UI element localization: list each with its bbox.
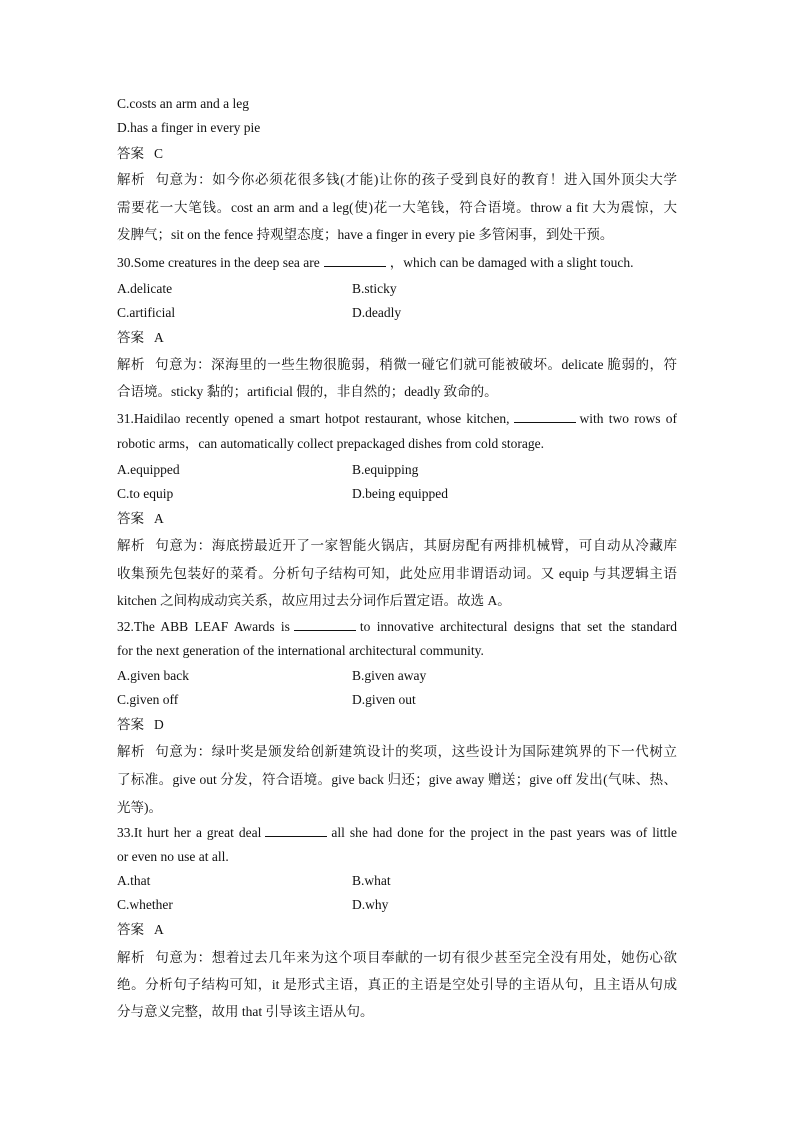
explanation-label: 解析: [117, 744, 146, 759]
explanation-label: 解析: [117, 172, 146, 187]
answer-label: 答案: [117, 146, 144, 161]
answer-line: [117, 716, 677, 734]
answer-line: [117, 510, 677, 528]
answer-line: [117, 329, 677, 347]
explanation-line: 分与意义完整，故用 that 引导该主语从句。: [117, 1004, 374, 1019]
explanation-line: 合语境。sticky 黏的；artificial 假的，非自然的；deadly 致命的。: [117, 384, 498, 399]
option-b: B.what: [352, 873, 391, 888]
stem-text: ，which can be damaged with a slight touch.: [389, 255, 634, 270]
question-31-stem: [117, 410, 677, 428]
explanation-line: 绝。分析句子结构可知，it 是形式主语，真正的主语是空处引导的主语从句，且主语从句成: [117, 977, 677, 992]
option-b: B.given away: [352, 668, 427, 683]
answer-value: A: [154, 922, 164, 937]
answer-label: 答案: [117, 717, 144, 732]
explanation-line: [117, 356, 677, 374]
option-d: D.deadly: [352, 305, 402, 320]
option-b: B.equipping: [352, 462, 419, 477]
explanation-label: 解析: [117, 357, 146, 372]
explanation-text: 句意为：绿叶奖是颁发给创新建筑设计的奖项，这些设计为国际建筑界的下一代树立: [155, 744, 678, 759]
stem-text: 30.Some creatures in the deep sea are: [117, 255, 320, 270]
answer-blank: [294, 618, 356, 631]
stem-text: with two rows of: [579, 411, 677, 426]
option-a: A.equipped: [117, 462, 180, 477]
question-30-stem: [117, 254, 677, 272]
option-c: C.artificial: [117, 305, 176, 320]
option-c: C.costs an arm and a leg: [117, 96, 249, 111]
answer-value: C: [154, 146, 164, 161]
answer-line: [117, 145, 677, 163]
explanation-label: 解析: [117, 950, 146, 965]
explanation-line: [117, 949, 677, 967]
question-33-stem: [117, 824, 677, 842]
explanation-line: [117, 171, 677, 189]
question-32-stem-cont: for the next generation of the international architectural community.: [117, 643, 484, 658]
option-d: D.given out: [352, 692, 416, 707]
stem-text: 32.The ABB LEAF Awards is: [117, 619, 290, 634]
explanation-text: 句意为：如今你必须花很多钱(才能)让你的孩子受到良好的教育！进入国外顶尖大学: [155, 172, 677, 187]
option-c: C.whether: [117, 897, 173, 912]
explanation-line: kitchen 之间构成动宾关系，故应用过去分词作后置定语。故选 A。: [117, 593, 511, 608]
stem-text: all she had done for the project in the past years was of little: [331, 825, 678, 840]
answer-line: [117, 921, 677, 939]
answer-value: A: [154, 330, 164, 345]
answer-label: 答案: [117, 330, 144, 345]
option-c: C.to equip: [117, 486, 174, 501]
explanation-text: 句意为：海底捞最近开了一家智能火锅店，其厨房配有两排机械臂，可自动从冷藏库: [155, 538, 678, 553]
explanation-text: 句意为：想着过去几年来为这个项目奉献的一切有很少甚至完全没有用处，她伤心欲: [155, 950, 678, 965]
explanation-line: 收集预先包装好的菜肴。分析句子结构可知，此处应用非谓语动词。又 equip 与其逻辑主语: [117, 566, 677, 581]
question-32-stem: [117, 618, 677, 636]
answer-value: D: [154, 717, 164, 732]
answer-label: 答案: [117, 922, 144, 937]
option-d: D.being equipped: [352, 486, 448, 501]
explanation-line: 需要花一大笔钱。cost an arm and a leg(使)花一大笔钱，符合语境。throw a fit 大为震惊，大: [117, 200, 677, 215]
stem-text: to innovative architectural designs that set the standard: [359, 619, 677, 634]
answer-blank: [265, 824, 327, 837]
option-b: B.sticky: [352, 281, 397, 296]
explanation-line: 发脾气；sit on the fence 持观望态度；have a finger in every pie 多管闲事，到处干预。: [117, 227, 614, 242]
question-33-stem-cont: or even no use at all.: [117, 849, 229, 864]
option-d: D.why: [352, 897, 389, 912]
explanation-label: 解析: [117, 538, 146, 553]
explanation-text: 句意为：深海里的一些生物很脆弱，稍微一碰它们就可能被破坏。delicate 脆弱的，符: [155, 357, 677, 372]
option-a: A.delicate: [117, 281, 173, 296]
stem-text: 33.It hurt her a great deal: [117, 825, 262, 840]
stem-text: 31.Haidilao recently opened a smart hotpot restaurant, whose kitchen,: [117, 411, 510, 426]
answer-label: 答案: [117, 511, 144, 526]
option-a: A.that: [117, 873, 151, 888]
answer-blank: [514, 410, 576, 423]
answer-value: A: [154, 511, 164, 526]
explanation-line: 光等)。: [117, 800, 162, 815]
option-a: A.given back: [117, 668, 189, 683]
option-c: C.given off: [117, 692, 179, 707]
explanation-line: [117, 537, 677, 555]
explanation-line: [117, 743, 677, 761]
option-d: D.has a finger in every pie: [117, 120, 261, 135]
answer-blank: [324, 254, 386, 267]
question-31-stem-cont: robotic arms，can automatically collect prepackaged dishes from cold storage.: [117, 436, 544, 451]
explanation-line: 了标准。give out 分发，符合语境。give back 归还；give away 赠送；give off 发出(气味、热、: [117, 772, 677, 787]
